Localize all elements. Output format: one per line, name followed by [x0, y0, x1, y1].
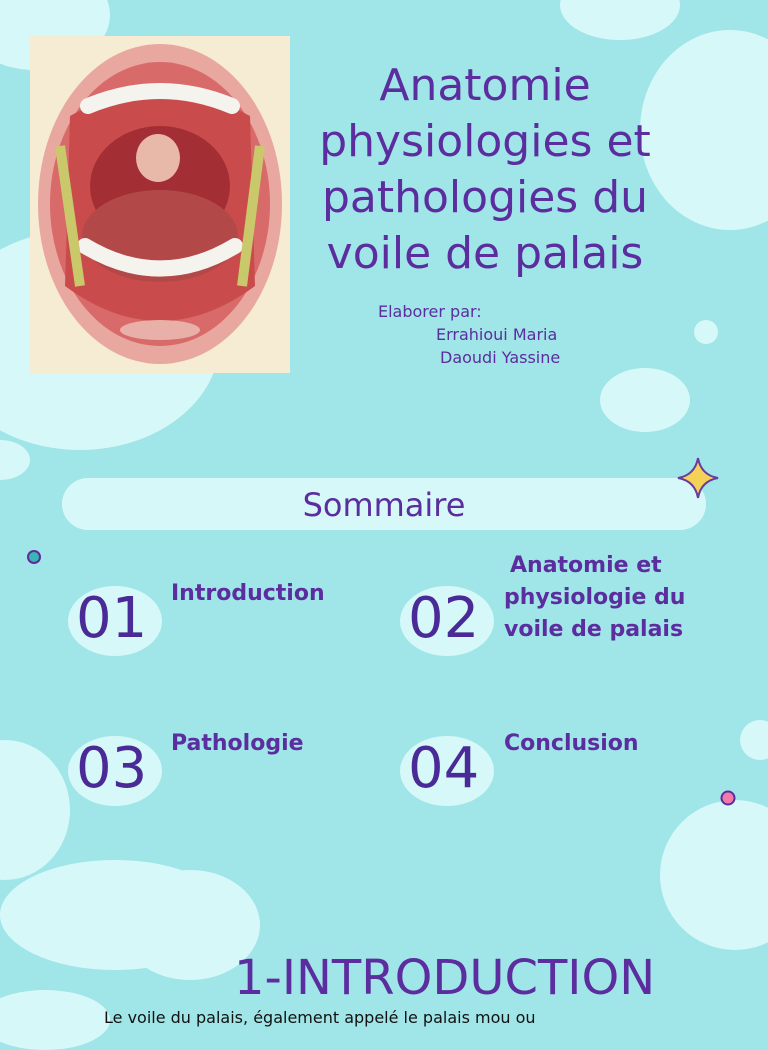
background-blob: [660, 800, 768, 950]
authors-label: Elaborer par:: [378, 302, 482, 321]
open-mouth-illustration: [30, 36, 290, 373]
item-label-conclusion[interactable]: Conclusion: [504, 731, 639, 756]
item-number: 03: [76, 736, 148, 801]
author-name: Errahioui Maria: [436, 325, 558, 344]
authors-block: [378, 300, 560, 369]
intro-paragraph: Le voile du palais, également appelé le palais mou ou: [104, 1008, 536, 1027]
sommaire-title: Sommaire: [302, 486, 466, 524]
background-blob: [600, 368, 690, 432]
item-number: 02: [408, 586, 480, 651]
background-blob: [0, 990, 110, 1050]
bead-icon: [26, 549, 42, 565]
background-blob: [740, 720, 768, 760]
item-label-anatomie[interactable]: Anatomie et physiologie du voile de palais: [504, 553, 686, 642]
item-label-pathologie[interactable]: Pathologie: [171, 731, 304, 756]
section-heading: 1-INTRODUCTION: [234, 950, 656, 1006]
bead-icon: [719, 789, 737, 807]
sparkle-icon: [676, 456, 720, 500]
background-blob: [694, 320, 718, 344]
background-blob: [0, 440, 30, 480]
presentation-title: Anatomie physiologies et pathologies du voile de palais: [319, 60, 651, 279]
background-blob: [0, 740, 70, 880]
author-name: Daoudi Yassine: [440, 348, 561, 367]
item-label-introduction[interactable]: Introduction: [171, 581, 325, 606]
item-number: 04: [408, 736, 480, 801]
mouth-anatomy-drawing: [30, 36, 290, 373]
background-blob: [560, 0, 680, 40]
item-number: 01: [76, 586, 148, 651]
